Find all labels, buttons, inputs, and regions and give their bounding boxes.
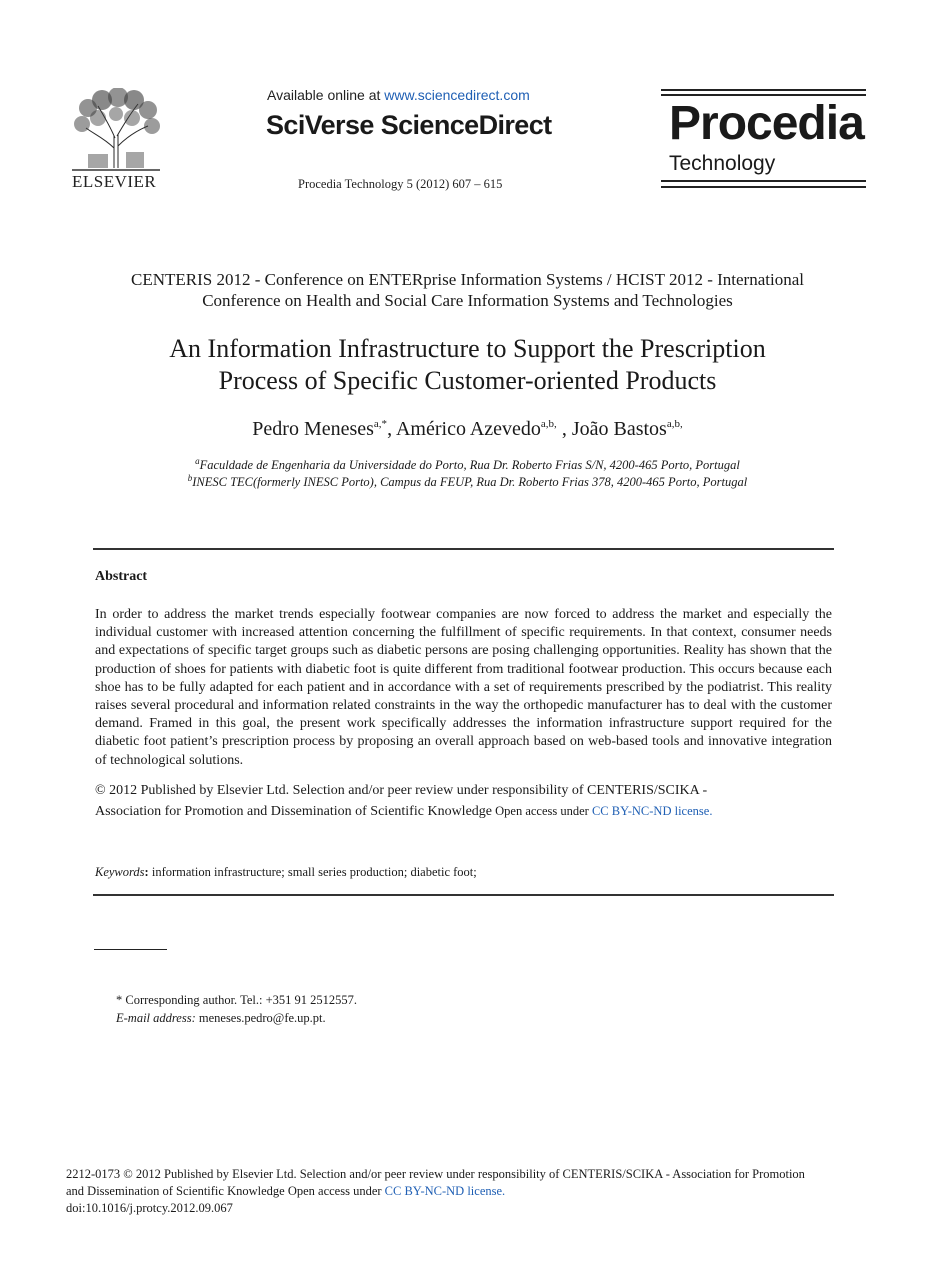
procedia-technology-subtitle: Technology (669, 152, 776, 175)
affiliation-text: INESC TEC(formerly INESC Porto), Campus da FEUP, Rua Dr. Roberto Frias 378, 4200-465 Porto, Portugal (192, 475, 748, 489)
affiliation-b (0, 475, 935, 490)
footnote-divider (94, 949, 167, 950)
author-affiliation-mark: a,b, (540, 418, 557, 430)
available-online-text: Available online at (267, 87, 385, 103)
abstract-bottom-divider (93, 894, 834, 896)
author-name: João Bastos (571, 418, 667, 440)
conference-line-2: Conference on Health and Social Care Information Systems and Technologies (202, 291, 733, 310)
email-label: E-mail address: (116, 1011, 196, 1025)
abstract-heading: Abstract (95, 569, 148, 584)
author-affiliation-mark: a,* (373, 418, 388, 430)
keywords-colon: : (144, 865, 149, 879)
available-online-line (267, 87, 530, 103)
license-period: . (709, 804, 713, 818)
footer-line-2 (66, 1184, 505, 1199)
affiliation-text: Faculdade de Engenharia da Universidade do Porto, Rua Dr. Roberto Frias S/N, 4200-465 Porto, Portugal (199, 458, 740, 472)
footer-license-link[interactable]: CC BY-NC-ND license (384, 1184, 503, 1198)
author-separator: , (387, 418, 396, 440)
author-name: Pedro Meneses (252, 418, 374, 440)
affiliation-a (0, 458, 935, 473)
elsevier-wordmark: ELSEVIER (72, 172, 157, 191)
footer-open-access-label: Open access under (284, 1184, 385, 1198)
author-affiliation-mark: a,b, (666, 418, 683, 430)
paper-title-line-2: Process of Specific Customer-oriented Products (218, 366, 717, 395)
abstract-body: In order to address the market trends especially footwear companies are now forced to address the market and especially the individual customer with increased attention concerning the fulfillment of specific requirements. In that context, consumer needs and expectations of specific target groups such as diabetic persons are posing challenging opportunities. Reality has shown that the production of shoes for patients with diabetic foot is quite different from traditional footwear production. This occurs because each shoe has to be fully adapted for each patient and in accordance with a set of requirements prescribed by the podiatrist. This reality raises several procedural and information related constraints in the way the orthopedic manufacturer has to deal with the customer demand. Framed in this goal, the present work specifically addresses the information infrastructure support required for the diabetic foot patient’s prescription process by proposing an overall approach based on web-based tools and innovative integration of technological solutions. (95, 607, 832, 768)
journal-citation: Procedia Technology 5 (2012) 607 – 615 (298, 177, 503, 191)
abstract-top-divider (93, 548, 834, 550)
copyright-notice (95, 781, 835, 822)
copyright-line-2 (95, 801, 835, 822)
license-link[interactable]: CC BY-NC-ND license (591, 804, 710, 818)
footer-license-period: . (502, 1184, 506, 1198)
author-name: Américo Azevedo (395, 418, 541, 440)
keywords-line (95, 865, 477, 880)
open-access-label: Open access under (492, 804, 592, 818)
paper-title-line-1: An Information Infrastructure to Support the Prescription (169, 334, 766, 363)
copyright-line-1: © 2012 Published by Elsevier Ltd. Selection and/or peer review under responsibility of CENTERIS/SCIKA - (95, 783, 708, 798)
procedia-logo: Procedia (669, 97, 864, 150)
copyright-line-2-text: Association for Promotion and Dissemination of Scientific Knowledge (95, 804, 492, 819)
conference-line-1: CENTERIS 2012 - Conference on ENTERprise Information Systems / HCIST 2012 - International (131, 270, 804, 289)
footer-issn-line: 2212-0173 © 2012 Published by Elsevier Ltd. Selection and/or peer review under responsibility of CENTERIS/SCIKA - Association for Promotion (66, 1167, 805, 1181)
footer-line-2-text: and Dissemination of Scientific Knowledge (66, 1184, 285, 1198)
sciencedirect-link[interactable]: www.sciencedirect.com (384, 87, 530, 103)
doi: doi:10.1016/j.protcy.2012.09.067 (66, 1201, 233, 1215)
affiliation-mark: b (187, 473, 193, 483)
author-separator: , (556, 418, 572, 440)
keywords-text: information infrastructure; small series production; diabetic foot; (148, 865, 477, 879)
keywords-label: Keywords (95, 865, 145, 879)
email-note (116, 1011, 326, 1026)
sciverse-sciencedirect-logo: SciVerse ScienceDirect (266, 110, 552, 140)
affiliation-mark: a (195, 456, 200, 466)
email-address: meneses.pedro@fe.up.pt. (195, 1011, 326, 1025)
author-list (0, 418, 935, 441)
corresponding-author-note: * Corresponding author. Tel.: +351 91 2512557. (116, 993, 357, 1007)
